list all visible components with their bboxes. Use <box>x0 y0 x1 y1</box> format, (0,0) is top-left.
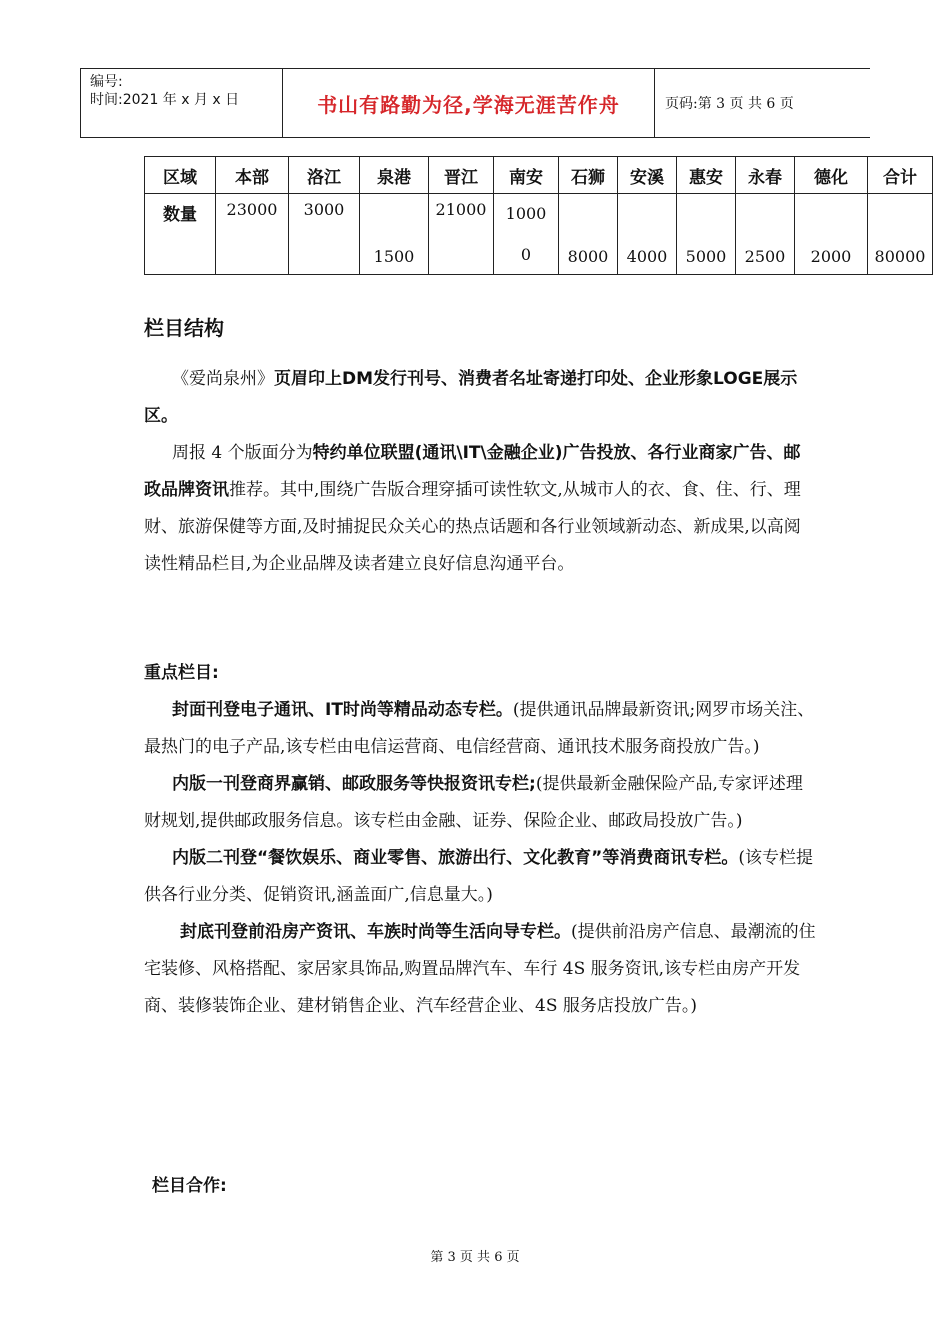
table-cell: 80000 <box>868 194 933 275</box>
header-meta <box>80 69 283 137</box>
item-bold-text: 内版一刊登商界赢销、邮政服务等快报资讯专栏; <box>172 774 536 794</box>
page-header <box>80 68 870 138</box>
section-title: 栏目合作: <box>152 1176 227 1196</box>
table-header-cell: 南安 <box>494 157 559 194</box>
table-header-cell: 泉港 <box>360 157 429 194</box>
item-bold-text: 封底刊登前沿房产资讯、车族时尚等生活向导专栏。 <box>180 922 571 942</box>
paragraph <box>144 435 816 583</box>
paragraph-text: 推荐。其中,围绕广告版合理穿插可读性软文,从城市人的衣、食、住、行、理财、旅游保健等方面,及时捕捉民众关心的热点话题和各行业领域新动态、新成果,以高阅读性精品栏目,为企业品牌及读者建立良好信息沟通平台。 <box>144 480 801 574</box>
header-page-cell <box>655 69 870 137</box>
table-cell: 2500 <box>736 194 795 275</box>
table-cell: 3000 <box>289 194 360 275</box>
item-text: (提供前沿房产信息、最潮流的住宅装修、风格搭配、家居家具饰品,购置品牌汽车、车行 4S 服务资讯,该专栏由房产开发商、装修装饰企业、建材销售企业、汽车经营企业、4S 服务店投放广告。) <box>144 922 816 1016</box>
paragraph-bold-text: 页眉印上DM发行刊号、消费者名址寄递打印处、企业形象LOGE展示区。 <box>144 369 798 426</box>
table-cell: 5000 <box>677 194 736 275</box>
table-cell: 23000 <box>216 194 289 275</box>
section-cooperation <box>152 1168 824 1205</box>
paragraph-bold-text: 特约单位联盟(通讯\IT\金融企业)广告投放、各行业商家广告、邮政品牌资讯 <box>144 443 801 500</box>
table-cell: 1500 <box>360 194 429 275</box>
table-header-row <box>145 157 933 194</box>
paragraph <box>144 361 816 435</box>
paragraph-text: 《爱尚泉州》 <box>172 369 274 389</box>
item-text: (该专栏提供各行业分类、促销资讯,涵盖面广,信息量大。) <box>144 848 813 905</box>
time-label: 时间:2021 年 x 月 x 日 <box>90 92 240 108</box>
table-cell: 8000 <box>559 194 618 275</box>
table-header-cell: 区域 <box>145 157 216 194</box>
item-text: (提供通讯品牌最新资讯;网罗市场关注、最热门的电子产品,该专栏由电信运营商、电信经营商、通讯技术服务商投放广告。) <box>144 700 815 757</box>
table-header-cell: 德化 <box>795 157 868 194</box>
table-header-cell: 洛江 <box>289 157 360 194</box>
code-label: 编号: <box>90 74 123 90</box>
item-text: (提供最新金融保险产品,专家评述理财规划,提供邮政服务信息。该专栏由金融、证券、保险企业、邮政局投放广告。) <box>144 774 803 831</box>
list-item <box>144 692 816 766</box>
table-header-cell: 安溪 <box>618 157 677 194</box>
section-title: 重点栏目: <box>144 663 219 683</box>
table-header-cell: 惠安 <box>677 157 736 194</box>
section-key-columns <box>144 655 816 1025</box>
table-cell: 21000 <box>429 194 494 275</box>
table-cell: 4000 <box>618 194 677 275</box>
table-row <box>145 194 933 275</box>
table-header-cell: 合计 <box>868 157 933 194</box>
list-item <box>144 840 816 914</box>
cell-part-lower: 0 <box>520 245 532 264</box>
table-header-cell: 晋江 <box>429 157 494 194</box>
row-label: 数量 <box>145 194 216 275</box>
section-title: 栏目结构 <box>144 316 224 340</box>
cell-part-upper: 1000 <box>505 204 547 223</box>
distribution-table <box>144 156 933 275</box>
table-header-cell: 永春 <box>736 157 795 194</box>
table-header-cell: 本部 <box>216 157 289 194</box>
item-bold-text: 封面刊登电子通讯、IT时尚等精品动态专栏。 <box>172 700 513 720</box>
section-structure <box>144 310 816 583</box>
page-footer: 第 3 页 共 6 页 <box>430 1250 520 1265</box>
paragraph-text: 周报 4 个版面分为 <box>172 443 313 463</box>
motto-text: 书山有路勤为径,学海无涯苦作舟 <box>317 92 620 117</box>
list-item <box>144 766 816 840</box>
table-cell-split <box>494 194 559 275</box>
header-motto-cell <box>283 69 655 137</box>
item-bold-text: 内版二刊登“餐饮娱乐、商业零售、旅游出行、文化教育”等消费商讯专栏。 <box>172 848 739 868</box>
header-page-label: 页码:第 3 页 共 6 页 <box>665 96 794 112</box>
list-item <box>144 914 816 1025</box>
table-header-cell: 石狮 <box>559 157 618 194</box>
table-cell: 2000 <box>795 194 868 275</box>
